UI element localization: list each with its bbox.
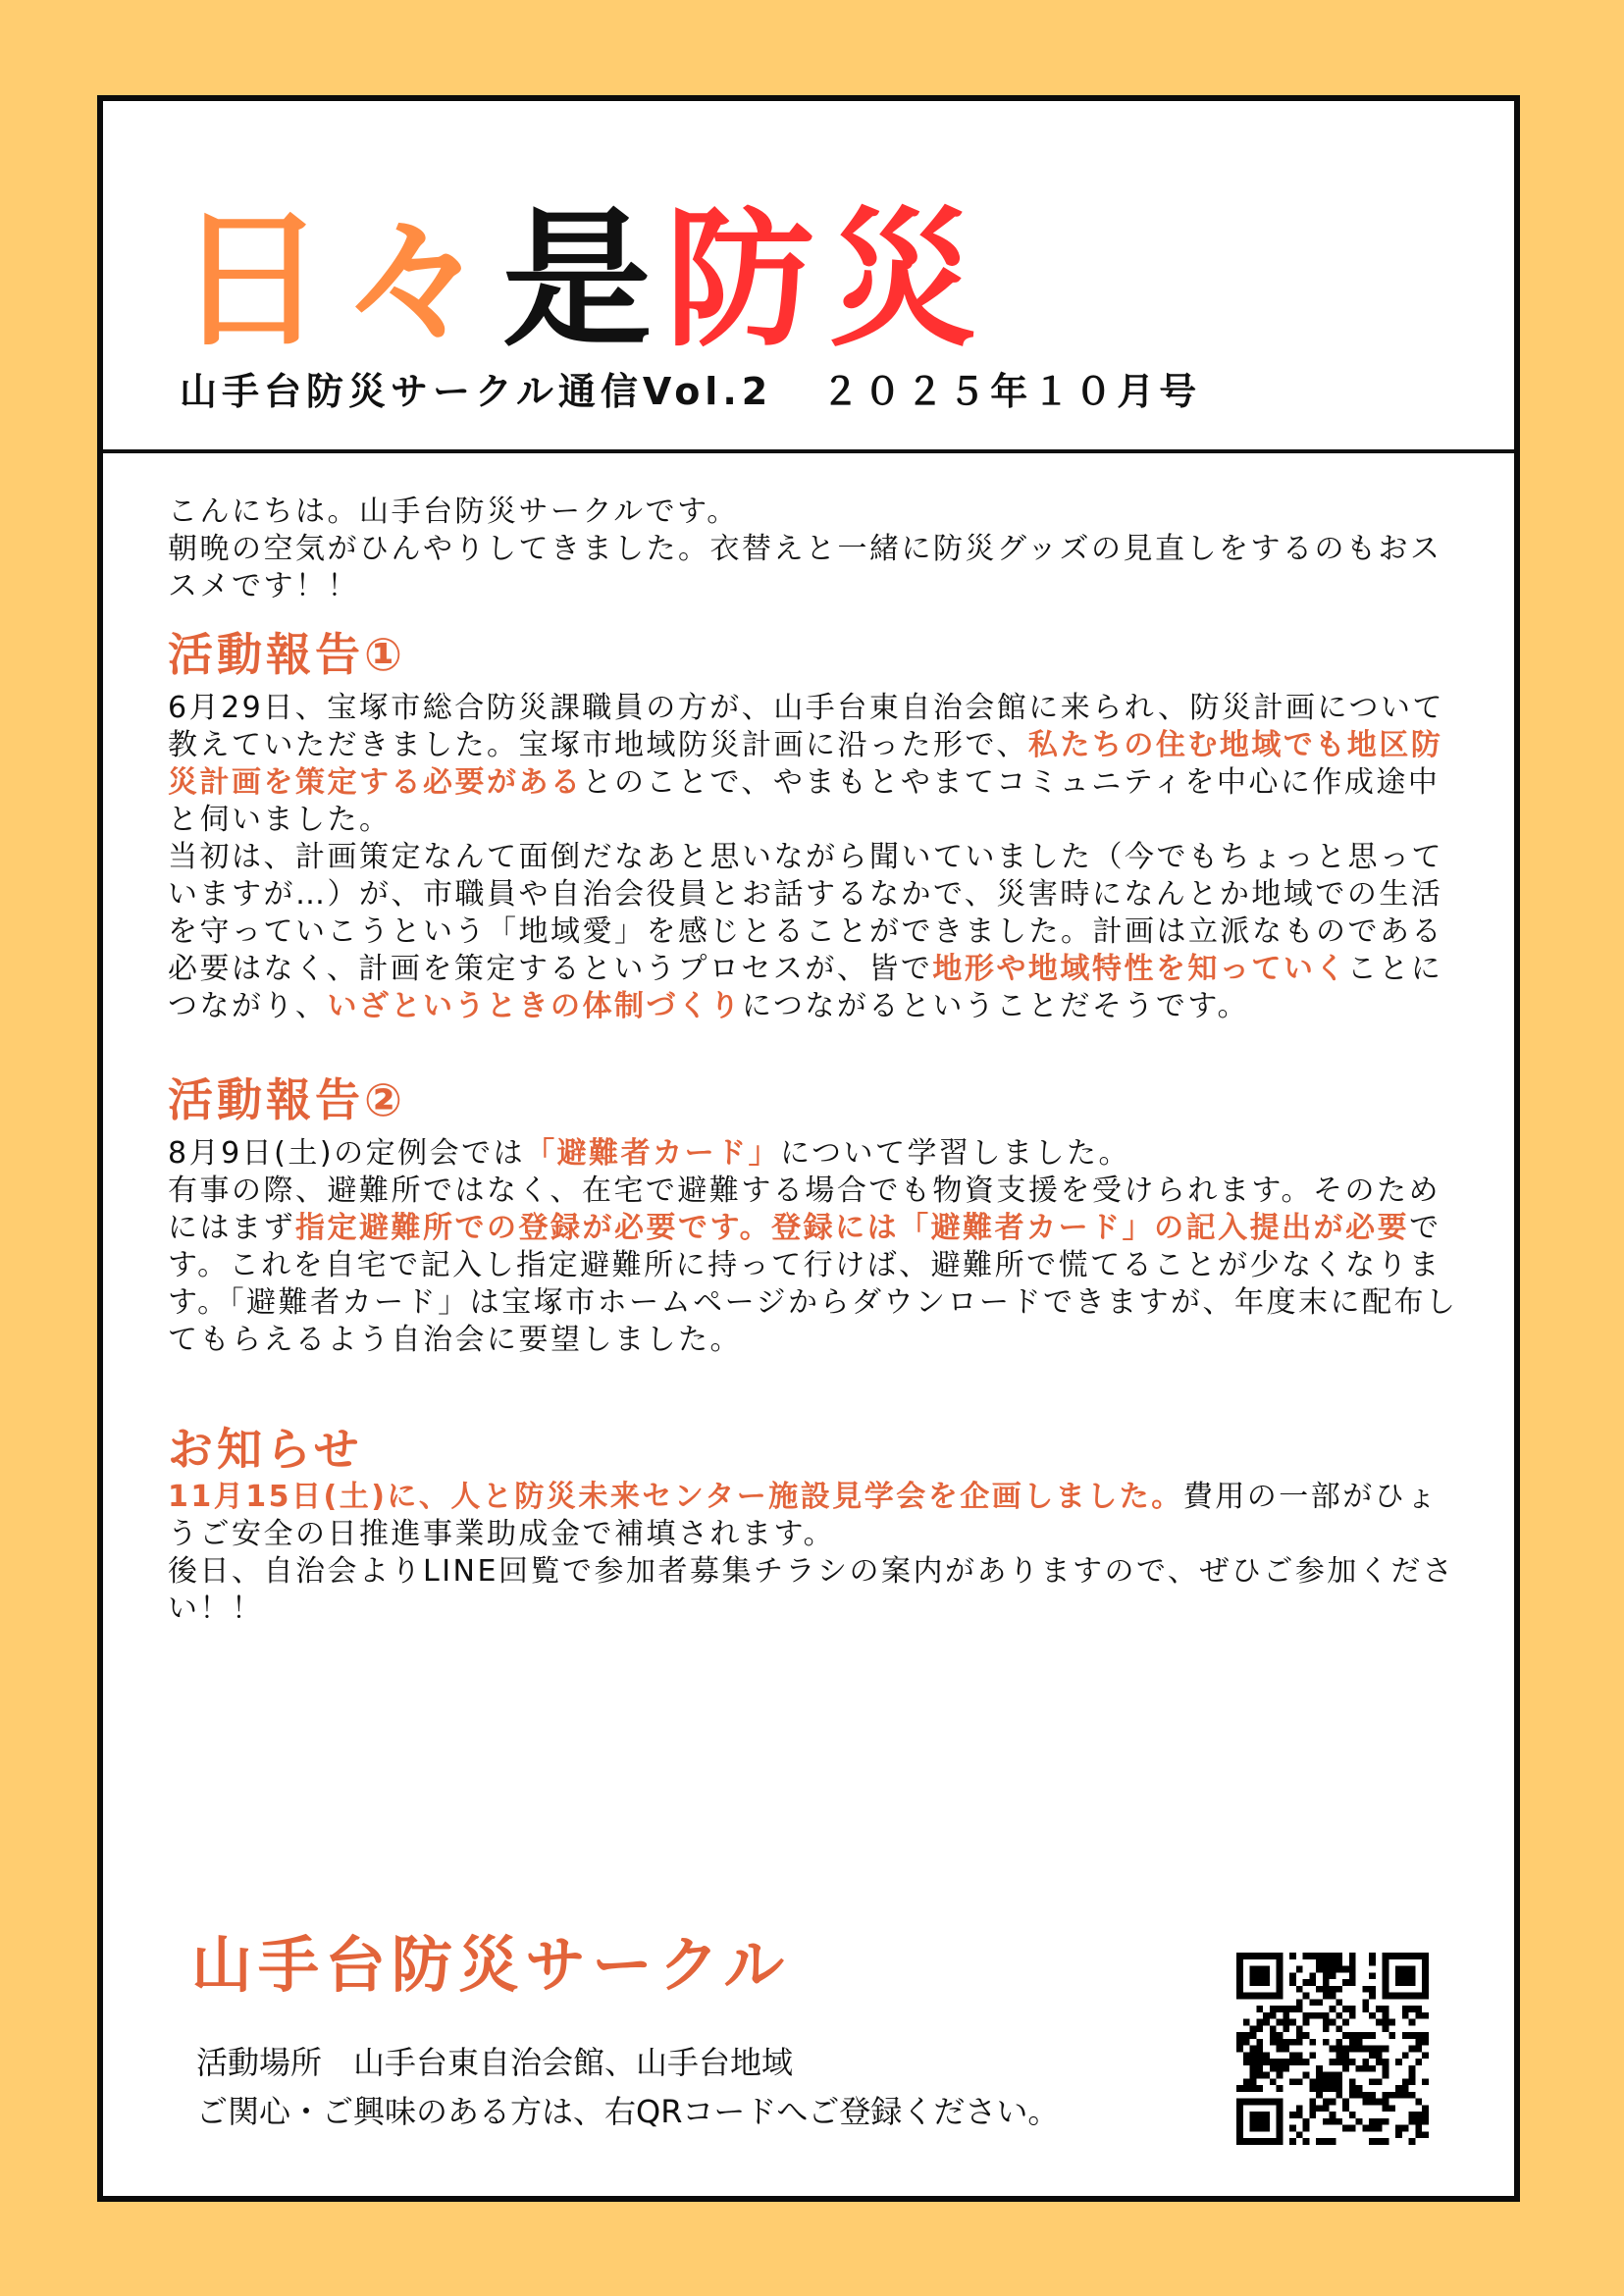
title-char-1: 日: [177, 193, 340, 367]
report1-highlight1: 私たちの住む地域でも地区防災計画を策定する必要がある: [168, 728, 1443, 800]
intro-message: 朝晩の空気がひんやりしてきました。衣替えと一緒に防災グッズの見直しをするのもおススメです！！: [168, 532, 1442, 603]
newsletter-subtitle: [180, 361, 1201, 415]
activity-place: 活動場所 山手台東自治会館、山手台地域: [196, 2044, 794, 2081]
qr-code-graphic: [1236, 1953, 1429, 2145]
report2-highlight1: 「避難者カード」: [525, 1136, 781, 1171]
subtitle-date: ２０２５年１０月号: [821, 370, 1202, 413]
newsletter-sheet: [97, 95, 1520, 2202]
subtitle-issue: 山手台防災サークル通信Vol.2: [180, 370, 773, 413]
intro-greeting: こんにちは。山手台防災サークルです。: [168, 495, 739, 529]
report1-paragraph2: 当初は、計画策定なんて面倒だなあと思いながら聞いていました（今でもちょっと思っていますが…）が、市職員や自治会役員とお話するなかで、災害時になんとか地域での生活を守っていこうという「地域愛」を感じとることができました。計画は立派なものである必要はなく、計画を策定するというプロセスが、皆で地形や地域特性を知っていくことにつながり、いざというときの体制づくりにつながるということだそうです。: [168, 840, 1443, 1023]
report1-highlight3: いざというときの体制づくり: [327, 989, 742, 1023]
footer: [103, 1921, 1514, 2196]
notice-heading: お知らせ: [168, 1423, 363, 1476]
title-char-2: 々: [340, 193, 502, 367]
qr-code-icon[interactable]: [1236, 1953, 1429, 2145]
title-char-5: 災: [828, 193, 991, 367]
registration-note: ご関心・ご興味のある方は、右QRコードへご登録ください。: [196, 2093, 1060, 2130]
title-char-4: 防: [665, 193, 828, 367]
report2-heading: 活動報告②: [168, 1073, 406, 1126]
report2-highlight2: 指定避難所での登録が必要です。登録には「避難者カード」の記入提出が必要: [295, 1211, 1410, 1245]
notice-paragraph1: 11月15日(土)に、人と防災未来センター施設見学会を企画しました。費用の一部がひょうご安全の日推進事業助成金で補填されます。: [168, 1480, 1439, 1551]
notice-paragraph2: 後日、自治会よりLINE回覧で参加者募集チラシの案内がありますので、ぜひご参加ください！！: [168, 1554, 1455, 1626]
report1-highlight2: 地形や地域特性を知っていく: [932, 952, 1347, 986]
notice-highlight: 11月15日(土)に、人と防災未来センター施設見学会を企画しました。: [168, 1480, 1183, 1514]
report1-paragraph1: 6月29日、宝塚市総合防災課職員の方が、山手台東自治会館に来られ、防災計画について教えていただきました。宝塚市地域防災計画に沿った形で、私たちの住む地域でも地区防災計画を策定する必要があるとのことで、やまもとやまてコミュニティを中心に作成途中と伺いました。: [168, 691, 1444, 837]
report2-paragraph1: 8月9日(土)の定例会では「避難者カード」について学習しました。: [168, 1136, 1130, 1171]
organization-name: 山手台防災サークル: [191, 1929, 791, 2001]
intro-section: [168, 494, 1465, 605]
title-char-3: 是: [502, 193, 665, 367]
report1-heading: 活動報告①: [168, 628, 406, 681]
masthead: [103, 101, 1514, 453]
report2-paragraph2: 有事の際、避難所ではなく、在宅で避難する場合でも物資支援を受けられます。そのためにはまず指定避難所での登録が必要です。登録には「避難者カード」の記入提出が必要です。これを自宅で記入し指定避難所に持って行けば、避難所で慌てることが少なくなります。「避難者カード」は宝塚市ホームページからダウンロードできますが、年度末に配布してもらえるよう自治会に要望しました。: [168, 1174, 1458, 1357]
newsletter-title: [177, 187, 991, 374]
main-content: [168, 494, 1465, 1628]
